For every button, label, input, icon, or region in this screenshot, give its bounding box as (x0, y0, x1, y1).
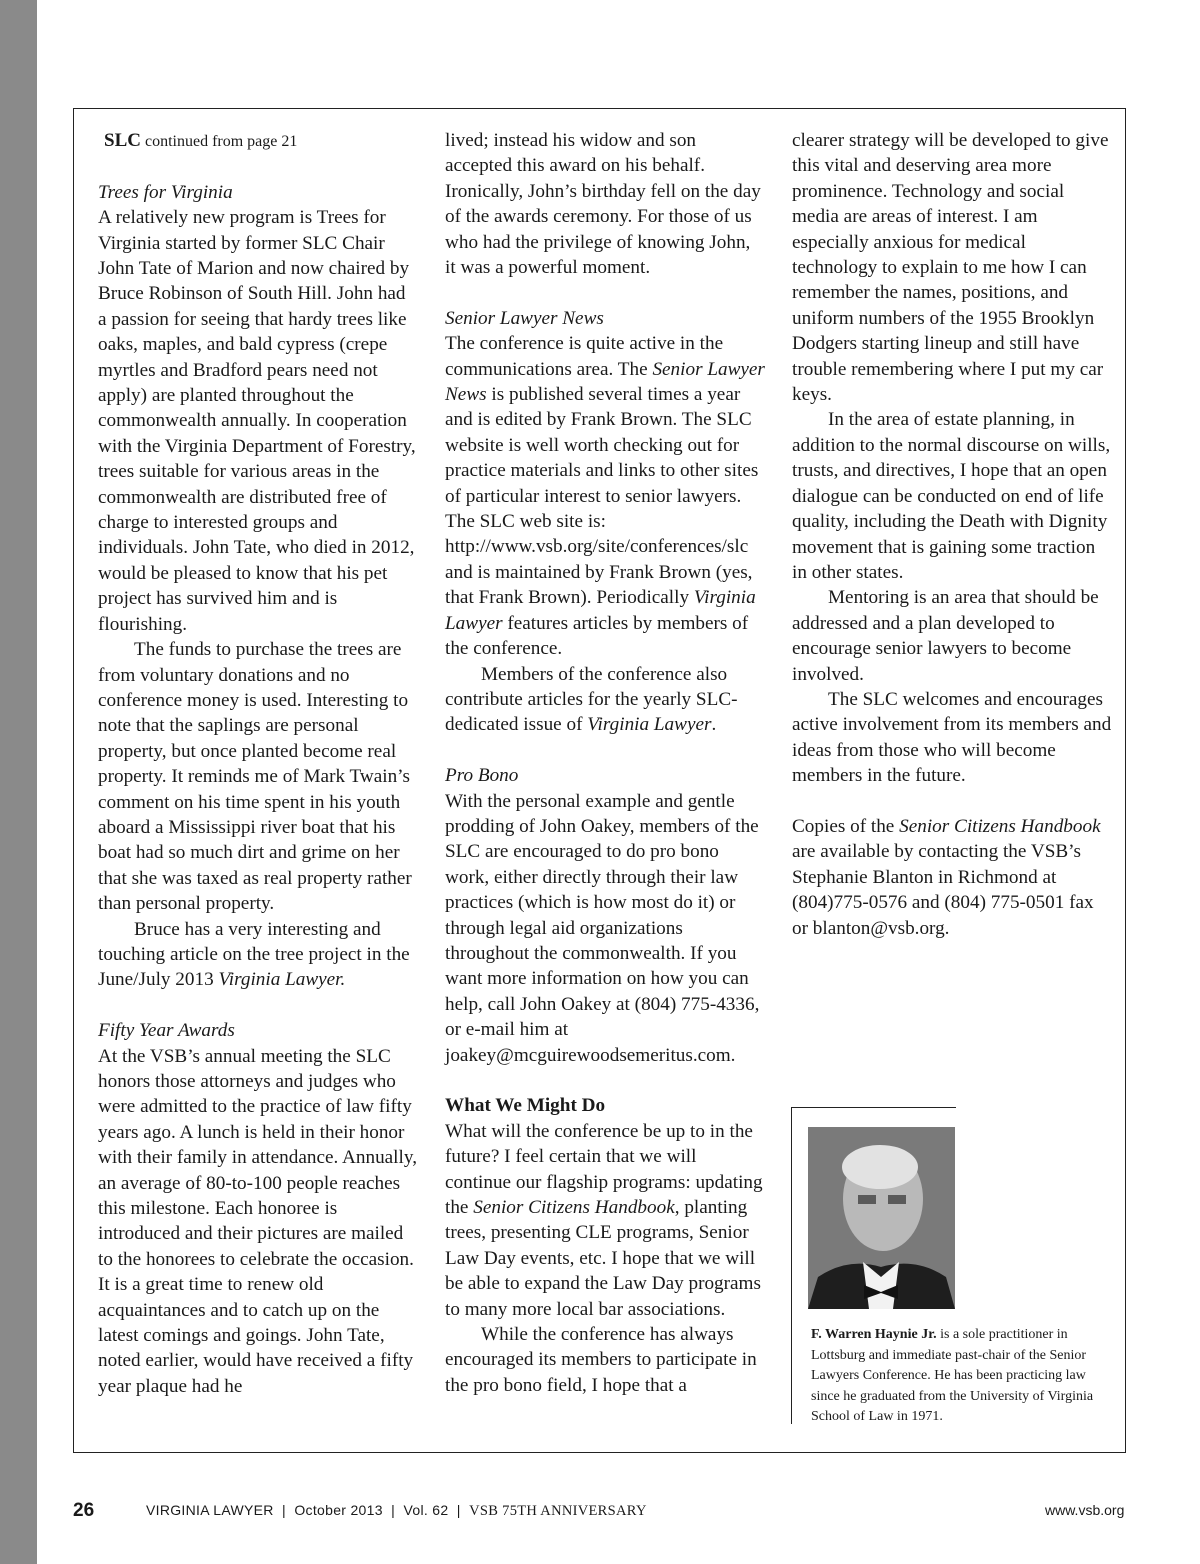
author-caption (811, 1325, 1111, 1428)
continued-note (98, 128, 418, 154)
column-2 (445, 128, 765, 1398)
paragraph: While the conference has always encouraged its members to participate in the pro bono field, I hope that a (445, 1324, 757, 1396)
paragraph: lived; instead his widow and son accepted this award on his behalf. Ironically, John’s birthday fell on the day of the awards ceremony. For those of us who had the privilege of knowing John, it was a powerful moment. (445, 130, 761, 279)
footer-url[interactable]: www.vsb.org (1045, 1502, 1125, 1518)
paragraph: Bruce has a very interesting and touching article on the tree project in the June/July 2013 Virginia Lawyer. (98, 918, 410, 991)
author-portrait (808, 1127, 955, 1309)
paragraph: The funds to purchase the trees are from voluntary donations and no conference money is used. Interesting to note that the saplings are personal property, but once planted become real property. It reminds me of Mark Twain’s comment on his time spent in his youth aboard a Mississippi river boat that his boat had so much dirt and grime on her that she was taxed as real property rather than personal property. (98, 639, 412, 915)
paragraph: At the VSB’s annual meeting the SLC honors those attorneys and judges who were admitted to the practice of law fifty years ago. A lunch is held in their honor with their family in attendance. Annually, an average of 80-to-100 people reaches this milestone. Each honoree is introduced and their pictures are mailed to the honorees to celebrate the occasion. It is a great time to renew old acquaintances and to catch up on the latest comings and goings. John Tate, noted earlier, would have received a fifty year plaque had he (98, 1045, 417, 1397)
page-number: 26 (73, 1500, 95, 1521)
heading-senior-lawyer-news: Senior Lawyer News (445, 307, 604, 329)
author-bio: is a sole practitioner in Lottsburg and immediate past-chair of the Senior Lawyers Conference. He has been practicing law since he graduated from the University of Virginia School of Law in 1971. (811, 1327, 1094, 1424)
paragraph: What will the conference be up to in the future? I feel certain that we will continue our flagship programs: updating the Senior Citizens Handbook, planting trees, presenting CLE programs, Senior Law Day events, etc. I hope that we will be able to expand the Law Day programs to many more local bar associations. (445, 1120, 763, 1320)
heading-what-we-might-do: What We Might Do (445, 1095, 606, 1117)
author-name: F. Warren Haynie Jr. (811, 1327, 937, 1342)
page-edge-bar (0, 0, 37, 1564)
paragraph: A relatively new program is Trees for Virginia started by former SLC Chair John Tate of Marion and now chaired by Bruce Robinson of South Hill. John had a passion for seeing that hardy trees like oaks, maples, and bald cypress (crepe myrtles and Bradford pears need not apply) are planted throughout the commonwealth annually. In cooperation with the Virginia Department of Forestry, trees suitable for various areas in the commonwealth are distributed free of charge to interested groups and individuals. John Tate, who died in 2012, would be pleased to know that his pet project has survived him and is flourishing. (98, 207, 416, 635)
paragraph: clearer strategy will be developed to give this vital and deserving area more prominence. Technology and social media are areas of interest. I am especially anxious for medical technology to explain to me how I can remember the names, positions, and uniform numbers of the 1955 Brooklyn Dodgers starting lineup and still have trouble remembering where I put my car keys. (792, 130, 1109, 406)
paragraph: Mentoring is an area that should be addressed and a plan developed to encourage senior lawyers to become involved. (792, 587, 1099, 685)
continued-text: continued from page 21 (144, 133, 298, 150)
paragraph: Copies of the Senior Citizens Handbook are available by contacting the VSB’s Stephanie Blanton in Richmond at (804)775-0576 and (804) 775-0501 fax or blanton@vsb.org. (792, 815, 1101, 939)
continued-label: SLC (104, 130, 141, 151)
paragraph: The SLC welcomes and encourages active involvement from its members and ideas from those who will become members in the future. (792, 688, 1112, 787)
column-1 (98, 128, 418, 1399)
footer-masthead: VIRGINIA LAWYER | October 2013 | Vol. 62 | VSB 75TH ANNIVERSARY (146, 1502, 647, 1519)
paragraph: In the area of estate planning, in addition to the normal discourse on wills, trusts, and directives, I hope that an open dialogue can be conducted on end of life quality, including the Death with Dignity movement that is gaining some traction in other states. (792, 409, 1111, 583)
heading-fifty-year: Fifty Year Awards (98, 1020, 235, 1042)
paragraph: With the personal example and gentle prodding of John Oakey, members of the SLC are encouraged to do pro bono work, either directly through their law practices (which is how most do it) or through legal aid organizations throughout the commonwealth. If you want more information on how you can help, call John Oakey at (804) 775-4336, or e-mail him at joakey@mcguirewoodsemeritus.com. (445, 790, 760, 1066)
column-3 (792, 128, 1112, 941)
heading-pro-bono: Pro Bono (445, 765, 519, 787)
paragraph: Members of the conference also contribute articles for the yearly SLC-dedicated issue of Virginia Lawyer. (445, 663, 738, 736)
heading-trees: Trees for Virginia (98, 181, 233, 203)
paragraph: The conference is quite active in the communications area. The Senior Lawyer News is published several times a year and is edited by Frank Brown. The SLC website is well worth checking out for practice materials and links to other sites of particular interest to senior lawyers. The SLC web site is: http://www.vsb.org/site/conferences/slc and is maintained by Frank Brown (yes, that Frank Brown). Periodically Virginia Lawyer features articles by members of the conference. (445, 333, 765, 660)
